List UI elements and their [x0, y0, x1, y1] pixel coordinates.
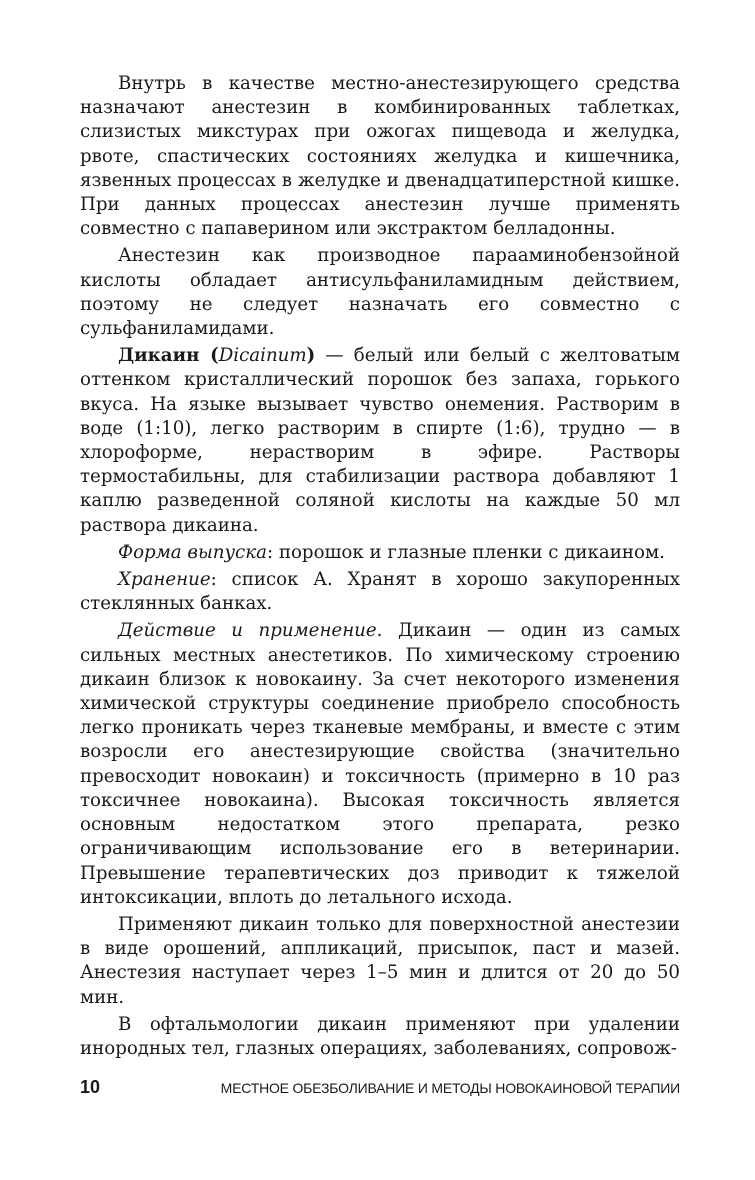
running-head: МЕСТНОЕ ОБЕЗБОЛИВАНИЕ И МЕТОДЫ НОВОКАИНОВОЙ ТЕРАПИИ — [220, 1080, 680, 1096]
paragraph-dikain-description: Дикаин (Dicainum) — белый или белый с желтоватым оттенком кристаллический порошок без запаха, горького вкуса. На языке вызывает чувство онемения. Растворим в воде (1:10), легко растворим в спирте (1:6), трудно — в хлороформе, нерастворим в эфире. Растворы термостабильны, для стабилизации раствора добавляют 1 каплю разведенной соляной кислоты на каждые 50 мл раствора дикаина. — [80, 345, 680, 536]
paragraph-surface-anesthesia: Применяют дикаин только для поверхностной анестезии в виде орошений, аппликаций, присыпок, паст и мазей. Анестезия наступает через 1–5 мин и длится от 20 до 50 мин. — [80, 913, 680, 1008]
paragraph-ophthalmology: В офтальмологии дикаин применяют при удалении инородных тел, глазных операциях, заболеваниях, сопровож- — [80, 1013, 680, 1059]
page-number: 10 — [80, 1077, 101, 1097]
paragraph-anestezin-internal: Внутрь в качестве местно-анестезирующего средства назначают анестезин в комбинированных таблетках, слизистых микстурах при ожогах пищевода и желудка, рвоте, спастических состояниях желудка и кишечника, язвенных процессах в желудке и двенадцатиперстной кишке. При данных процессах анестезин лучше применять совместно с папаверином или экстрактом белладонны. — [80, 73, 680, 240]
paragraph-anestezin-sulfa: Анестезин как производное парааминобензойной кислоты обладает антисульфаниламидным действием, поэтому не следует назначать его совместно с сульфаниламидами. — [80, 245, 680, 340]
section-label: Хранение — [118, 569, 211, 591]
body-text — [80, 72, 680, 1061]
page-footer — [80, 1077, 680, 1101]
latin-name: Dicainum — [218, 345, 307, 367]
section-label: Действие и применение — [118, 620, 377, 642]
drug-term: Дикаин — [118, 345, 200, 367]
paragraph-release-form: Форма выпуска: порошок и глазные пленки с дикаином. — [118, 541, 665, 563]
section-label: Форма выпуска — [118, 541, 267, 563]
paragraph-storage: Хранение: список А. Хранят в хорошо закупоренных стеклянных банках. — [80, 569, 680, 615]
paragraph-action-use: Действие и применение. Дикаин — один из самых сильных местных анестетиков. По химическому строению дикаин близок к новокаину. За счет некоторого изменения химической структуры соединение приобрело способность легко проникать через тканевые мембраны, и вместе с этим возросли его анестезирующие свойства (значительно превосходит новокаин) и токсичность (примерно в 10 раз токсичнее новокаина). Высокая токсичность является основным недостатком этого препарата, резко ограничивающим использование его в ветеринарии. Превышение терапевтических доз приводит к тяжелой интоксикации, вплоть до летального исхода. — [80, 620, 680, 908]
